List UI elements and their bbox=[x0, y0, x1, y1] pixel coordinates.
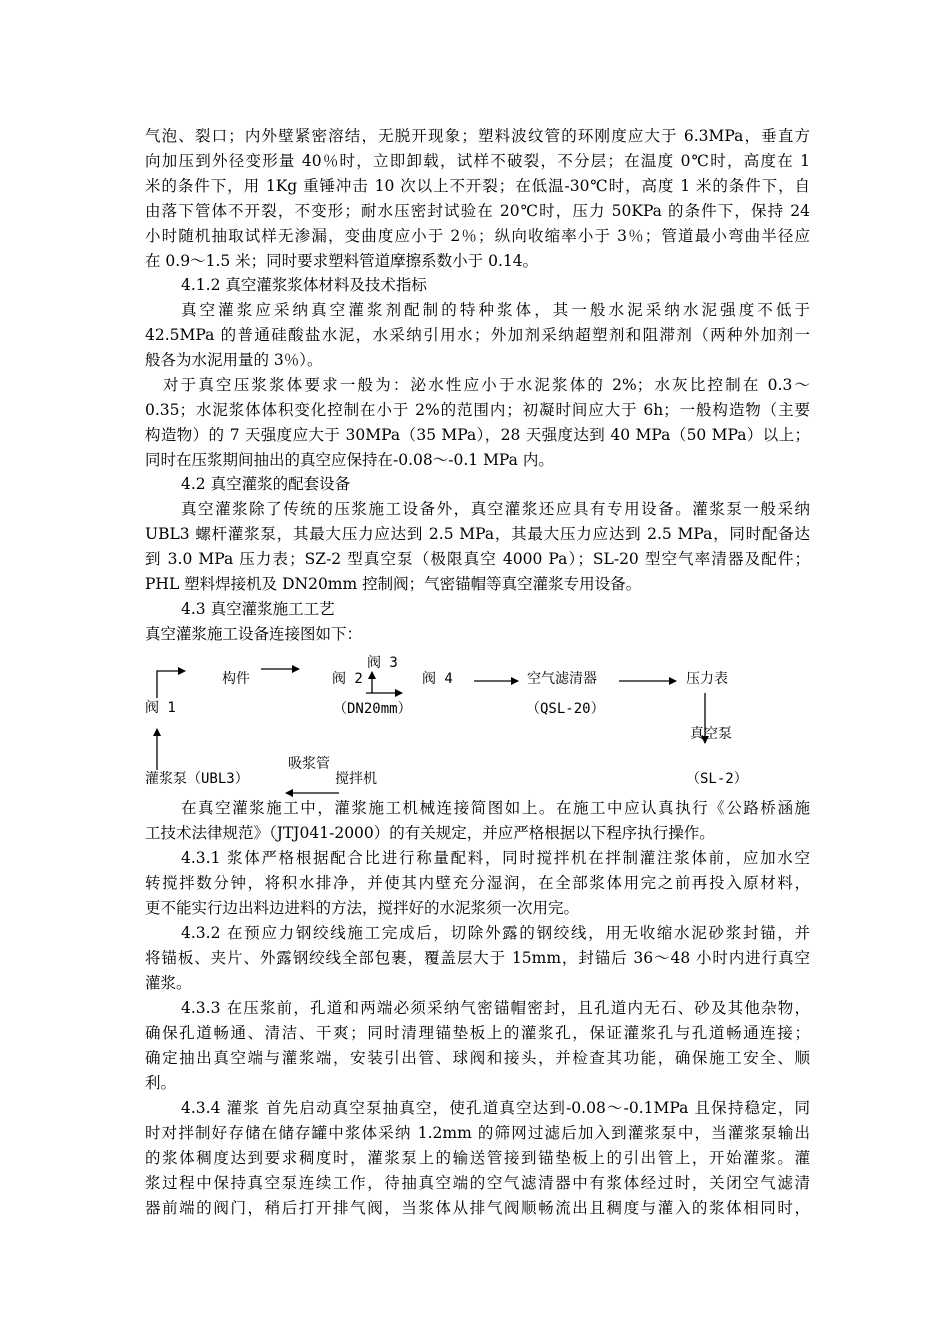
section-heading: 4.2 真空灌浆的配套设备 bbox=[181, 475, 351, 493]
valve4-label: 阀 4 bbox=[422, 671, 453, 687]
paragraph-line: 般各为水泥用量的 3％）。 bbox=[145, 351, 323, 369]
paragraph-line: 的浆体稠度达到要求稠度时，灌浆泵上的输送管接到锚垫板上的引出管上，开始灌浆。灌 bbox=[145, 1149, 810, 1167]
paragraph-line: 4.3.2 在预应力钢绞线施工完成后，切除外露的钢绞线，用无收缩水泥砂浆封锚，并 bbox=[181, 924, 810, 942]
grout-pump-label: 灌浆泵（UBL3） bbox=[145, 771, 249, 787]
valve1-label: 阀 1 bbox=[145, 700, 176, 716]
paragraph-line: 转搅拌数分钟，将积水排净，并使其内壁充分湿润，在全部浆体用完之前再投入原材料， bbox=[145, 874, 810, 892]
paragraph-line: UBL3 螺杆灌浆泵，其最大压力应达到 2.5 MPa，其最大压力应达到 2.5 MPa，同时配备达 bbox=[145, 525, 810, 543]
paragraph-line: 米的条件下，用 1Kg 重锤冲击 10 次以上不开裂；在低温-30℃时，高度 1 米的条件下，自 bbox=[145, 177, 810, 195]
section-heading: 4.1.2 真空灌浆浆体材料及技术指标 bbox=[181, 276, 427, 294]
paragraph-line: 确保孔道畅通、清洁、干爽；同时清理锚垫板上的灌浆孔，保证灌浆孔与孔道畅通连接； bbox=[145, 1024, 810, 1042]
paragraph-line: 对于真空压浆浆体要求一般为：泌水性应小于水泥浆体的 2%；水灰比控制在 0.3～ bbox=[163, 376, 810, 394]
paragraph-line: 在真空灌浆施工中，灌浆施工机械连接简图如上。在施工中应认真执行《公路桥涵施 bbox=[181, 799, 810, 817]
valve3-label: 阀 3 bbox=[367, 655, 398, 671]
pressure-gauge-label: 压力表 bbox=[686, 671, 728, 687]
paragraph-line: 由落下管体不开裂，不变形；耐水压密封试验在 20℃时，压力 50KPa 的条件下，保持 24 bbox=[145, 202, 810, 220]
paragraph-line: 向加压到外径变形量 40％时，立即卸载，试样不破裂，不分层；在温度 0℃时，高度在 1 bbox=[145, 152, 810, 170]
paragraph-line: 时对拌制好存储在储存罐中浆体采纳 1.2mm 的筛网过滤后加入到灌浆泵中，当灌浆泵输出 bbox=[145, 1124, 810, 1142]
paragraph-line: 工技术法律规范》（JTJ041-2000）的有关规定，并应严格根据以下程序执行操作。 bbox=[145, 824, 715, 842]
qsl20-label: （QSL-20） bbox=[526, 701, 605, 717]
paragraph-line: 42.5MPa 的普通硅酸盐水泥，水采纳引用水；外加剂采纳超塑剂和阻滞剂（两种外加剂一 bbox=[145, 326, 810, 344]
paragraph-line: 将锚板、夹片、外露钢绞线全部包裹，覆盖层大于 15mm，封锚后 36～48 小时内进行真空 bbox=[145, 949, 810, 967]
mixer-label: 搅拌机 bbox=[335, 771, 377, 787]
paragraph-line: 构造物）的 7 天强度应大于 30MPa（35 MPa），28 天强度达到 40 MPa（50 MPa）以上； bbox=[145, 426, 810, 444]
paragraph-line: 浆过程中保持真空泵连续工作，待抽真空端的空气滤清器中有浆体经过时，关闭空气滤清 bbox=[145, 1174, 810, 1192]
paragraph-line: 到 3.0 MPa 压力表；SZ-2 型真空泵（极限真空 4000 Pa）；SL-20 型空气率清器及配件； bbox=[145, 550, 810, 568]
paragraph-line: 0.35；水泥浆体体积变化控制在小于 2%的范围内；初凝时间应大于 6h；一般构造物（主要 bbox=[145, 401, 810, 419]
paragraph-line: 真空灌浆除了传统的压浆施工设备外，真空灌浆还应具有专用设备。灌浆泵一般采纳 bbox=[181, 500, 810, 518]
paragraph-line: 气泡、裂口；内外壁紧密溶结，无脱开现象；塑料波纹管的环刚度应大于 6.3MPa，垂直方 bbox=[145, 127, 810, 145]
paragraph-line: 在 0.9～1.5 米；同时要求塑料管道摩擦系数小于 0.14。 bbox=[145, 252, 539, 270]
paragraph-line: 小时随机抽取试样无渗漏，变曲度应小于 2％；纵向收缩率小于 3％；管道最小弯曲半径应 bbox=[145, 227, 810, 245]
suction-pipe-label: 吸浆管 bbox=[288, 756, 330, 772]
vacuum-pump-label: 真空泵 bbox=[690, 726, 732, 742]
air-filter-label: 空气滤清器 bbox=[527, 671, 597, 687]
paragraph-line: 4.3.1 浆体严格根据配合比进行称量配料，同时搅拌机在拌制灌注浆体前，应加水空 bbox=[181, 849, 810, 867]
paragraph-line: 4.3.3 在压浆前，孔道和两端必须采纳气密锚帽密封，且孔道内无石、砂及其他杂物， bbox=[181, 999, 810, 1017]
paragraph-line: 利。 bbox=[145, 1074, 177, 1092]
dn20-label: （DN20mm） bbox=[333, 701, 412, 717]
sl2-label: （SL-2） bbox=[686, 771, 748, 787]
paragraph-line: 真空灌浆应采纳真空灌浆剂配制的特种浆体，其一般水泥采纳水泥强度不低于 bbox=[181, 301, 810, 319]
valve2-label: 阀 2 bbox=[332, 671, 363, 687]
paragraph-line: PHL 塑料焊接机及 DN20mm 控制阀；气密锚帽等真空灌浆专用设备。 bbox=[145, 575, 642, 593]
paragraph-line: 器前端的阀门，稍后打开排气阀，当浆体从排气阀顺畅流出且稠度与灌入的浆体相同时， bbox=[145, 1199, 810, 1217]
arrow-valve1-to-component bbox=[157, 671, 185, 698]
paragraph-line: 4.3.4 灌浆 首先启动真空泵抽真空，使孔道真空达到-0.08～-0.1MPa 且保持稳定，同 bbox=[181, 1099, 810, 1117]
paragraph-line: 更不能实行边出料边进料的方法，搅拌好的水泥浆须一次用完。 bbox=[145, 899, 580, 917]
paragraph-line: 同时在压浆期间抽出的真空应保持在-0.08～-0.1 MPa 内。 bbox=[145, 451, 554, 469]
paragraph-line: 灌浆。 bbox=[145, 974, 192, 992]
section-heading: 4.3 真空灌浆施工工艺 bbox=[181, 600, 335, 618]
paragraph-line: 确定抽出真空端与灌浆端，安装引出管、球阀和接头，并检查其功能，确保施工安全、顺 bbox=[145, 1049, 810, 1067]
component-label: 构件 bbox=[222, 671, 250, 687]
paragraph-line: 真空灌浆施工设备连接图如下： bbox=[145, 625, 363, 643]
